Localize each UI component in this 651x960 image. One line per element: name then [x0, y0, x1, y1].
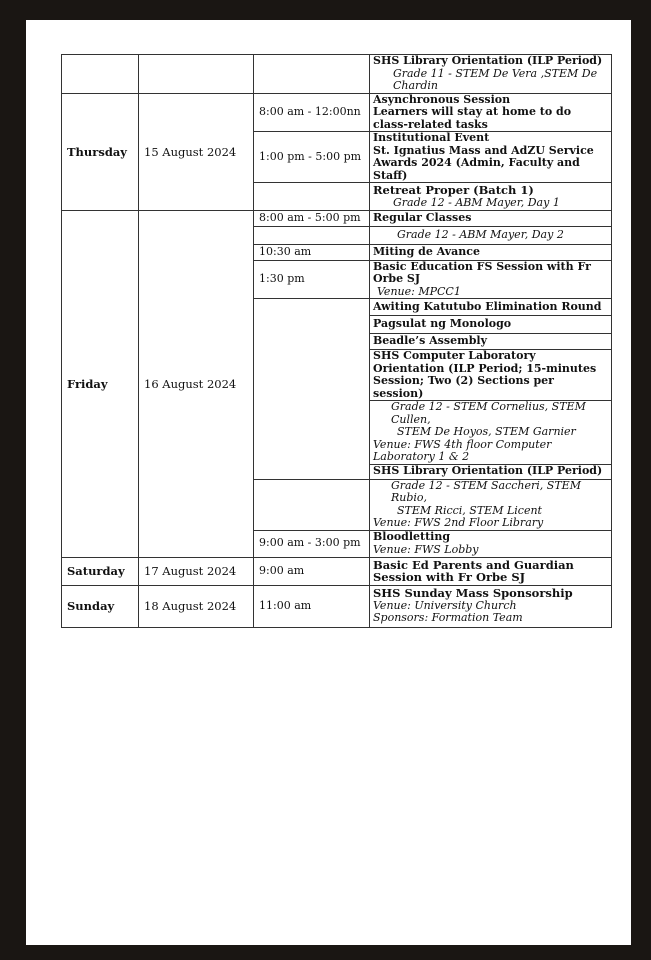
date-friday: 16 August 2024 [139, 211, 254, 558]
event-mass-sponsorship [370, 585, 612, 627]
event-desc: St. Ignatius Mass and AdZU Service Awards 2024 (Admin, Faculty and Staff) [373, 143, 594, 182]
date-cell-empty [139, 55, 254, 94]
event-library-orientation-2 [370, 464, 612, 479]
event-detail: Grade 12 - ABM Mayer, Day 1 [393, 195, 560, 209]
event-venue: Venue: University Church [373, 598, 517, 612]
event-asynchronous [370, 93, 612, 132]
event-title: Beadle’s Assembly [373, 334, 487, 348]
event-beadle [370, 334, 612, 350]
event-katutubo [370, 299, 612, 316]
event-title: SHS Computer Laboratory Orientation (ILP Period; 15-minutes Session; Two (2) Sections per session) [373, 349, 597, 400]
table-row [62, 585, 612, 627]
event-title: Bloodletting [373, 530, 451, 543]
event-title: Awiting Katutubo Elimination Round [373, 299, 602, 313]
event-title: SHS Library Orientation (ILP Period) [373, 54, 603, 67]
time-cell: 9:00 am - 3:00 pm [254, 530, 370, 557]
event-title: Miting de Avance [373, 244, 480, 258]
time-cell: 11:00 am [254, 585, 370, 627]
event-regular-classes [370, 211, 612, 227]
date-sunday: 18 August 2024 [139, 585, 254, 627]
event-comp-lab-orientation [370, 350, 612, 401]
event-detail: Grade 12 - ABM Mayer, Day 2 [397, 227, 564, 241]
time-cell-empty [254, 479, 370, 530]
event-venue: Venue: FWS 2nd Floor Library [373, 516, 544, 529]
date-thursday: 15 August 2024 [139, 93, 254, 211]
day-sunday: Sunday [62, 585, 139, 627]
event-title: Institutional Event [373, 131, 490, 144]
event-regular-detail [370, 226, 612, 244]
time-cell: 1:00 pm - 5:00 pm [254, 132, 370, 183]
event-monologo [370, 316, 612, 334]
event-retreat [370, 183, 612, 211]
event-detail: STEM De Hoyos, STEM Garnier [397, 425, 576, 438]
time-cell-empty [254, 183, 370, 211]
event-parents-session [370, 557, 612, 585]
event-venue: Venue: FWS 4th floor Computer Laboratory 1 & 2 [373, 437, 552, 463]
event-detail: STEM Ricci, STEM Licent [397, 503, 542, 517]
event-library-orientation [370, 55, 612, 94]
table-row [62, 55, 612, 94]
event-title: Basic Ed Parents and Guardian Session with Fr Orbe SJ [373, 557, 574, 584]
schedule-table [61, 54, 612, 628]
event-detail: Grade 12 - STEM Cornelius, STEM Cullen, [391, 400, 586, 426]
time-cell: 9:00 am [254, 557, 370, 585]
day-saturday: Saturday [62, 557, 139, 585]
day-friday: Friday [62, 211, 139, 558]
time-cell-empty [254, 299, 370, 480]
event-detail: Grade 12 - STEM Saccheri, STEM Rubio, [391, 478, 581, 504]
time-cell: 10:30 am [254, 244, 370, 260]
table-row [62, 93, 612, 132]
event-detail: Grade 11 - STEM De Vera ,STEM De Chardin [393, 66, 598, 92]
date-saturday: 17 August 2024 [139, 557, 254, 585]
event-desc: Learners will stay at home to do class-related tasks [373, 105, 572, 131]
time-cell-empty [254, 226, 370, 244]
event-comp-lab-detail [370, 401, 612, 465]
event-title: SHS Library Orientation (ILP Period) [373, 464, 603, 478]
event-title: Asynchronous Session [373, 92, 511, 106]
event-sponsors: Sponsors: Formation Team [373, 611, 523, 625]
day-thursday: Thursday [62, 93, 139, 211]
event-fs-session [370, 260, 612, 299]
event-title: SHS Sunday Mass Sponsorship [373, 586, 573, 601]
event-title: Regular Classes [373, 211, 472, 224]
event-venue: Venue: FWS Lobby [373, 542, 479, 556]
event-bloodletting [370, 530, 612, 557]
time-cell: 1:30 pm [254, 260, 370, 299]
time-cell-empty [254, 55, 370, 94]
event-institutional [370, 132, 612, 183]
event-venue: Venue: MPCC1 [377, 284, 461, 298]
day-cell-empty [62, 55, 139, 94]
event-title: Retreat Proper (Batch 1) [373, 183, 534, 197]
table-row [62, 557, 612, 585]
time-cell: 8:00 am - 5:00 pm [254, 211, 370, 227]
event-title: Basic Education FS Session with Fr Orbe SJ [373, 259, 591, 285]
document-page [26, 20, 631, 945]
time-cell: 8:00 am - 12:00nn [254, 93, 370, 132]
event-miting [370, 244, 612, 260]
table-row [62, 211, 612, 227]
event-title: Pagsulat ng Monologo [373, 317, 512, 331]
event-library-detail [370, 479, 612, 530]
